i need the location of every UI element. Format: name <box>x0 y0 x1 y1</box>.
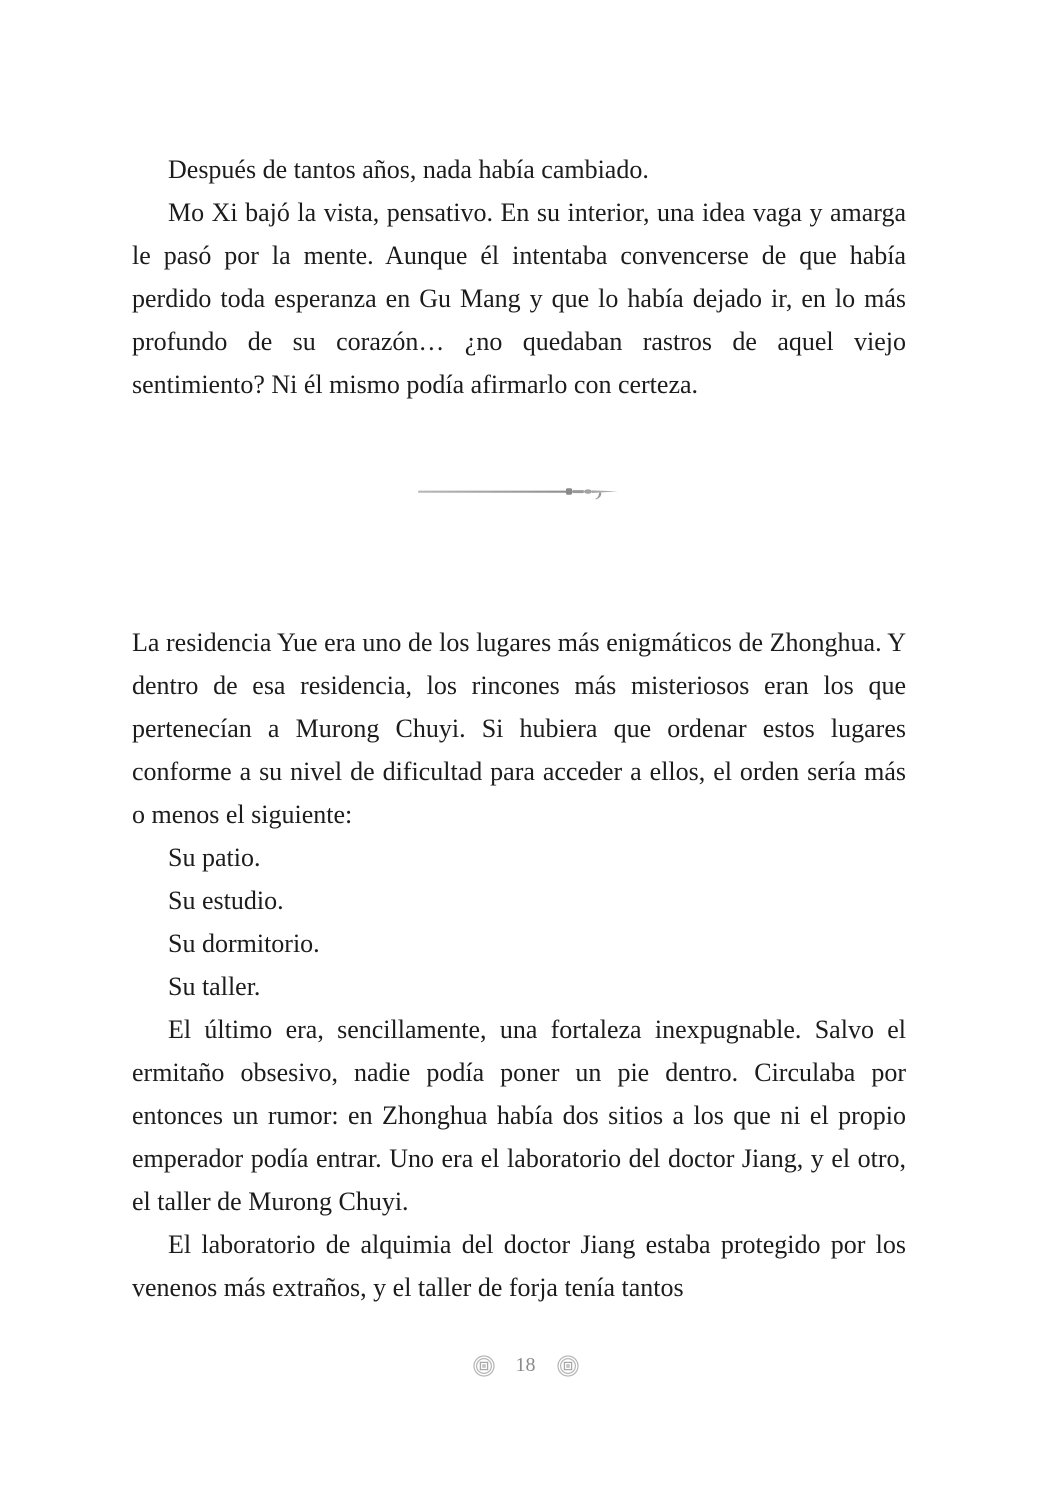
spear-divider-icon <box>418 484 620 500</box>
list-line: Su patio. <box>168 843 261 872</box>
list-line: Su estudio. <box>168 886 284 915</box>
paragraph: El último era, sencillamente, una fortaleza inexpugnable. Salvo el ermitaño obsesivo, nadie podía poner un pie dentro. Circulaba por entonces un rumor: en Zhonghua había dos sitios a los que ni el propio emperador podía entrar. Uno era el laboratorio del doctor Jiang, y el otro, el taller de Murong Chuyi. <box>132 1015 906 1216</box>
section-1 <box>132 148 906 406</box>
book-page-body <box>132 148 906 1309</box>
paragraph: Mo Xi bajó la vista, pensativo. En su interior, una idea vaga y amarga le pasó por la mente. Aunque él intentaba convencerse de que había perdido toda esperanza en Gu Mang y que lo había dejado ir, en lo más profundo de su corazón… ¿no quedaban rastros de aquel viejo sentimiento? Ni él mismo podía afirmarlo con certeza. <box>132 198 906 399</box>
paragraph: Después de tantos años, nada había cambiado. <box>168 155 649 184</box>
concentric-square-circle-icon <box>557 1355 579 1377</box>
paragraph: El laboratorio de alquimia del doctor Jiang estaba protegido por los venenos más extraños, y el taller de forja tenía tantos <box>132 1230 906 1302</box>
section-2 <box>132 621 906 1309</box>
section-break <box>132 406 906 621</box>
concentric-square-circle-icon <box>473 1355 495 1377</box>
page-footer <box>0 1354 1051 1377</box>
list-line: Su dormitorio. <box>168 929 320 958</box>
list-line: Su taller. <box>168 972 261 1001</box>
paragraph: La residencia Yue era uno de los lugares más enigmáticos de Zhonghua. Y dentro de esa residencia, los rincones más misteriosos eran los que pertenecían a Murong Chuyi. Si hubiera que ordenar estos lugares conforme a su nivel de dificultad para acceder a ellos, el orden sería más o menos el siguiente: <box>132 628 906 829</box>
page-number: 18 <box>515 1354 536 1376</box>
